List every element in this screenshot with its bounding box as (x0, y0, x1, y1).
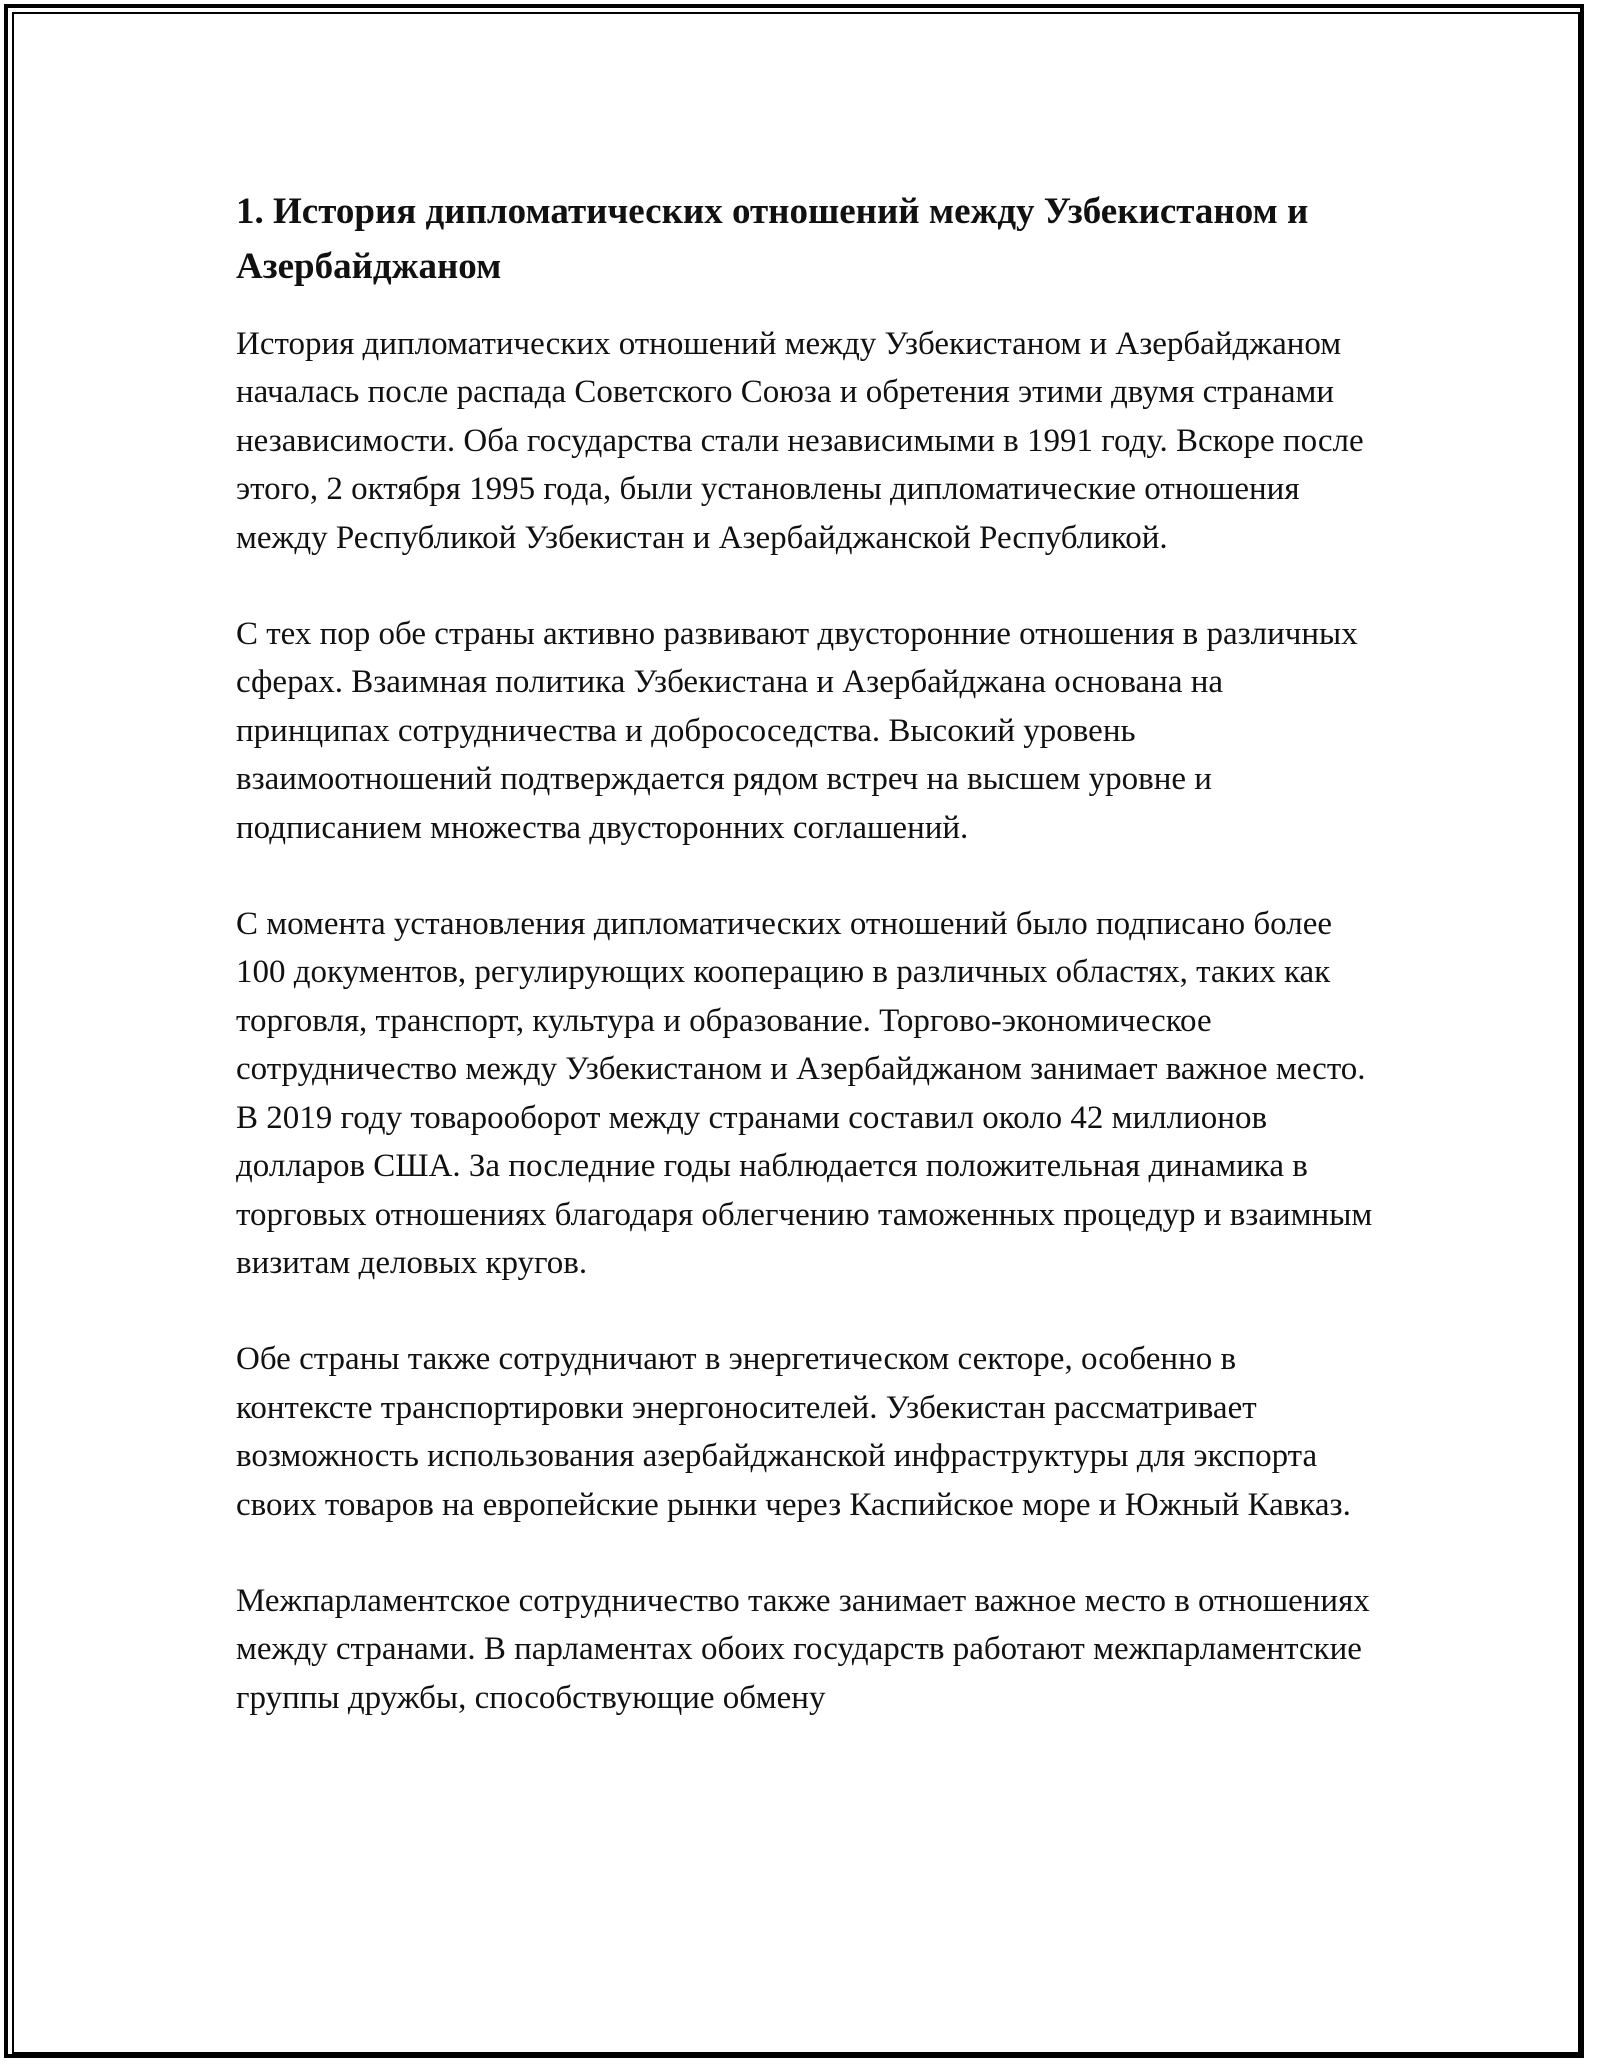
paragraph-1: История дипломатических отношений между Узбекистаном и Азербайджаном началась после распада Советского Союза и обретения этими двумя странами независимости. Оба государства стали независимыми в 1991 году. Вскоре после этого, 2 октября 1995 года, были установлены дипломатические отношения между Республикой Узбекистан и Азербайджанской Республикой. (236, 326, 1364, 556)
section-heading: 1. История дипломатических отношений между Узбекистаном и Азербайджаном (236, 191, 1309, 287)
paragraph-4: Обе страны также сотрудничают в энергетическом секторе, особенно в контексте транспортировки энергоносителей. Узбекистан рассматривает возможность использования азербайджанской инфраструктуры для экспорта своих товаров на европейские рынки через Каспийское море и Южный Кавказ. (236, 1341, 1351, 1523)
document-body (236, 184, 1376, 1722)
paragraph-2: С тех пор обе страны активно развивают двусторонние отношения в различных сферах. Взаимная политика Узбекистана и Азербайджана основана на принципах сотрудничества и добрососедства. Высокий уровень взаимоотношений подтверждается рядом встреч на высшем уровне и подписанием множества двусторонних соглашений. (236, 616, 1358, 846)
paragraph-5: Межпарламентское сотрудничество также занимает важное место в отношениях между странами. В парламентах обоих государств работают межпарламентские группы дружбы, способствующие обмену (236, 1582, 1370, 1716)
paragraph-3: С момента установления дипломатических отношений было подписано более 100 документов, регулирующих кооперацию в различных областях, таких как торговля, транспорт, культура и образование. Торгово-экономическое сотрудничество между Узбекистаном и Азербайджаном занимает важное место. В 2019 году товарооборот между странами составил около 42 миллионов долларов США. За последние годы наблюдается положительная динамика в торговых отношениях благодаря облегчению таможенных процедур и взаимным визитам деловых кругов. (236, 906, 1373, 1281)
